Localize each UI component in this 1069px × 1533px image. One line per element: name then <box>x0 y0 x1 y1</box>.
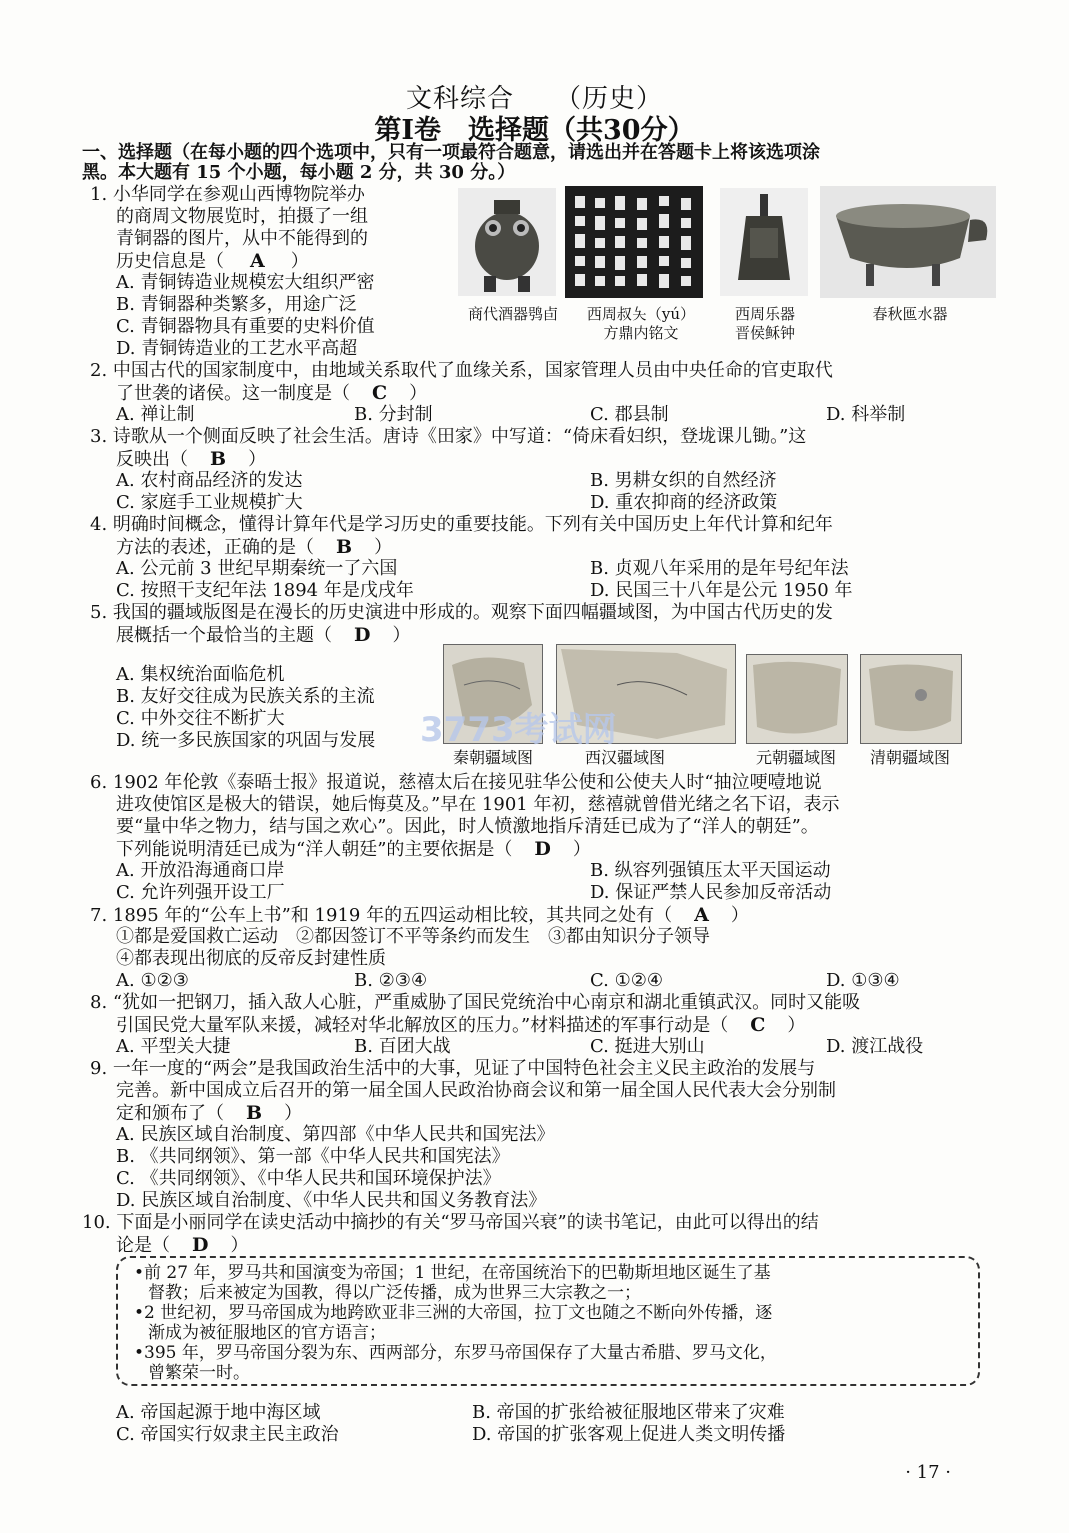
q9-answer: B <box>246 1102 263 1124</box>
q10-stem-line: 10. 下面是小丽同学在读史活动中摘抄的有关“罗马帝国兴衰”的读书笔记，由此可以得出的结 <box>82 1212 819 1233</box>
q7-answer: A <box>694 904 709 926</box>
image-caption: 晋侯稣钟 <box>734 324 795 342</box>
q6-answer: D <box>534 838 551 860</box>
note-line: 曾繁荣一时。 <box>148 1363 250 1383</box>
bronze-vessel-image <box>458 188 556 296</box>
q5-stem-line: 5. 我国的疆域版图是在漫长的历史演进中形成的。观察下面四幅疆域图，为中国古代历史的发 <box>90 602 833 623</box>
q1-stem-line: 1. 小华同学在参观山西博物院举办 <box>90 184 365 205</box>
q10-option: A. 帝国起源于地中海区域 <box>116 1402 321 1423</box>
q1-stem-line: 青铜器的图片，从中不能得到的 <box>116 228 368 249</box>
q8-option: B. 百团大战 <box>354 1036 451 1057</box>
q9-option: B. 《共同纲领》、第一部《中华人民共和国宪法》 <box>116 1146 510 1167</box>
q8-stem-line: 8. “犹如一把钢刀，插入敌人心脏，严重威胁了国民党统治中心南京和湖北重镇武汉。同时又能吸 <box>90 992 861 1013</box>
q4-stem-line: 方法的表述，正确的是（ B ） <box>116 536 393 558</box>
q9-stem-line: 定和颁布了（ B ） <box>116 1102 303 1124</box>
q3-answer: B <box>210 448 227 470</box>
q7-option: C. ①②④ <box>590 970 663 991</box>
map-caption: 元朝疆域图 <box>755 748 836 767</box>
q3-option: C. 家庭手工业规模扩大 <box>116 492 303 513</box>
image-caption: 方鼎内铭文 <box>603 324 679 342</box>
q1-stem-line: 历史信息是（ A ） <box>116 250 309 272</box>
q4-option: C. 按照干支纪年法 1894 年是戊戌年 <box>116 580 414 601</box>
q10-option: C. 帝国实行奴隶主民主政治 <box>116 1424 339 1445</box>
q3-stem-line: 3. 诗歌从一个侧面反映了社会生活。唐诗《田家》中写道：“倚床看妇织，登垅课儿锄。”这 <box>90 426 807 447</box>
q1-option: B. 青铜器种类繁多，用途广泛 <box>116 294 357 315</box>
q2-stem-line: 了世袭的诸侯。这一制度是（ C ） <box>116 382 428 404</box>
watermark-logo: 3773考试网 <box>420 710 617 750</box>
q6-option: C. 允许列强开设工厂 <box>116 882 285 903</box>
q7-stem-line: 7. 1895 年的“公车上书”和 1919 年的五四运动相比较，其共同之处有（ A ） <box>90 904 749 926</box>
yuan-map-image <box>746 654 848 744</box>
q9-option: A. 民族区域自治制度、第四部《中华人民共和国宪法》 <box>116 1124 555 1145</box>
q5-option: B. 友好交往成为民族关系的主流 <box>116 686 375 707</box>
q2-option: A. 禅让制 <box>116 404 195 425</box>
q6-stem-line: 要“量中华之物力，结与国之欢心”。因此，时人愤激地指斥清廷已成为了“洋人的朝廷”。 <box>116 816 819 837</box>
q4-option: A. 公元前 3 世纪早期秦统一了六国 <box>116 558 398 579</box>
q6-stem-line: 进攻使馆区是极大的错误，她后悔莫及。”早在 1901 年初，慈禧就曾借光绪之名下诏，表示 <box>116 794 840 815</box>
q7-option: A. ①②③ <box>116 970 189 991</box>
q7-item-line: ④都表现出彻底的反帝反封建性质 <box>116 948 386 969</box>
note-line: 渐成为被征服地区的官方语言； <box>148 1323 386 1343</box>
q10-stem-line: 论是（ D ） <box>116 1234 249 1256</box>
q1-option: A. 青铜铸造业规模宏大组织严密 <box>116 272 375 293</box>
q2-answer: C <box>372 382 388 404</box>
q3-stem-line: 反映出（ B ） <box>116 448 267 470</box>
q7-option: D. ①③④ <box>826 970 900 991</box>
q3-option: A. 农村商品经济的发达 <box>116 470 303 491</box>
bronze-water-vessel-image <box>820 186 996 298</box>
page-title: 文科综合 （历史） <box>405 84 663 114</box>
q5-option: A. 集权统治面临危机 <box>116 664 285 685</box>
note-line: •前 27 年，罗马共和国演变为帝国；1 世纪，在帝国统治下的巴勒斯坦地区诞生了基 <box>134 1263 771 1283</box>
q1-option: C. 青铜器物具有重要的史料价值 <box>116 316 375 337</box>
q10-option: D. 帝国的扩张客观上促进人类文明传播 <box>472 1424 786 1445</box>
image-caption: 春秋匜水器 <box>872 305 948 323</box>
q6-stem-line: 6. 1902 年伦敦《泰晤士报》报道说，慈禧太后在接见驻华公使和公使夫人时“抽泣哽噎地说 <box>90 772 822 793</box>
image-caption: 商代酒器鸮卣 <box>467 305 558 323</box>
note-line: •395 年，罗马帝国分裂为东、西两部分，东罗马帝国保存了大量古希腊、罗马文化， <box>134 1343 777 1363</box>
image-caption: 西周叔夨（yú） <box>586 305 696 323</box>
map-caption: 秦朝疆域图 <box>452 748 533 767</box>
map-caption: 清朝疆域图 <box>869 748 950 767</box>
q9-option: D. 民族区域自治制度、《中华人民共和国义务教育法》 <box>116 1190 547 1211</box>
q10-answer: D <box>192 1234 209 1256</box>
q3-option: D. 重农抑商的经济政策 <box>590 492 778 513</box>
q10-option: B. 帝国的扩张给被征服地区带来了灾难 <box>472 1402 785 1423</box>
q4-option: B. 贞观八年采用的是年号纪年法 <box>590 558 849 579</box>
q8-stem-line: 引国民党大量军队来援，减轻对华北解放区的压力。”材料描述的军事行动是（ C ） <box>116 1014 806 1036</box>
q8-option: C. 挺进大别山 <box>590 1036 705 1057</box>
map-caption: 西汉疆域图 <box>584 748 665 767</box>
q2-stem-line: 2. 中国古代的国家制度中，由地域关系取代了血缘关系，国家管理人员由中央任命的官吏取代 <box>90 360 833 381</box>
q5-option: C. 中外交往不断扩大 <box>116 708 285 729</box>
q5-stem-line: 展概括一个最恰当的主题（ D ） <box>116 624 411 646</box>
page-number: · 17 · <box>905 1462 951 1483</box>
q6-option: D. 保证严禁人民参加反帝活动 <box>590 882 832 903</box>
bronze-bell-image <box>720 188 808 296</box>
q9-option: C. 《共同纲领》、《中华人民共和国环境保护法》 <box>116 1168 501 1189</box>
note-line: •2 世纪初，罗马帝国成为地跨欧亚非三洲的大帝国，拉丁文也随之不断向外传播，逐 <box>134 1303 773 1323</box>
inscription-rubbing-image <box>565 186 703 298</box>
q6-option: B. 纵容列强镇压太平天国运动 <box>590 860 831 881</box>
section-title: 第Ⅰ卷 选择题（共30分） <box>374 115 695 146</box>
q4-stem-line: 4. 明确时间概念，懂得计算年代是学习历史的重要技能。下列有关中国历史上年代计算和纪年 <box>90 514 833 535</box>
q5-answer: D <box>354 624 371 646</box>
q6-stem-line: 下列能说明清廷已成为“洋人朝廷”的主要依据是（ D ） <box>116 838 591 860</box>
q6-option: A. 开放沿海通商口岸 <box>116 860 285 881</box>
q1-stem-line: 的商周文物展览时，拍摄了一组 <box>116 206 368 227</box>
image-caption: 西周乐器 <box>734 305 795 323</box>
q2-option: B. 分封制 <box>354 404 433 425</box>
q9-stem-line: 9. 一年一度的“两会”是我国政治生活中的大事，见证了中国特色社会主义民主政治的发展与 <box>90 1058 816 1079</box>
section-intro-line: 黑。本大题有 15 个小题，每小题 2 分，共 30 分。） <box>82 162 516 183</box>
q7-item-line: ①都是爱国救亡运动 ②都因签订不平等条约而发生 ③都由知识分子领导 <box>116 926 710 947</box>
q9-stem-line: 完善。新中国成立后召开的第一届全国人民政治协商会议和第一届全国人民代表大会分别制 <box>116 1080 836 1101</box>
q8-option: D. 渡江战役 <box>826 1036 924 1057</box>
note-line: 督教；后来被定为国教，得以广泛传播，成为世界三大宗教之一； <box>148 1283 641 1303</box>
section-intro-line: 一、选择题（在每小题的四个选项中，只有一项最符合题意，请选出并在答题卡上将该选项涂 <box>82 142 820 163</box>
q8-answer: C <box>750 1014 766 1036</box>
q4-answer: B <box>336 536 353 558</box>
q8-option: A. 平型关大捷 <box>116 1036 231 1057</box>
q2-option: D. 科举制 <box>826 404 906 425</box>
q1-answer: A <box>250 250 265 272</box>
q3-option: B. 男耕女织的自然经济 <box>590 470 777 491</box>
q2-option: C. 郡县制 <box>590 404 669 425</box>
q5-option: D. 统一多民族国家的巩固与发展 <box>116 730 376 751</box>
q1-option: D. 青铜铸造业的工艺水平高超 <box>116 338 358 359</box>
qing-map-image <box>860 654 962 744</box>
q7-option: B. ②③④ <box>354 970 428 991</box>
q4-option: D. 民国三十八年是公元 1950 年 <box>590 580 853 601</box>
